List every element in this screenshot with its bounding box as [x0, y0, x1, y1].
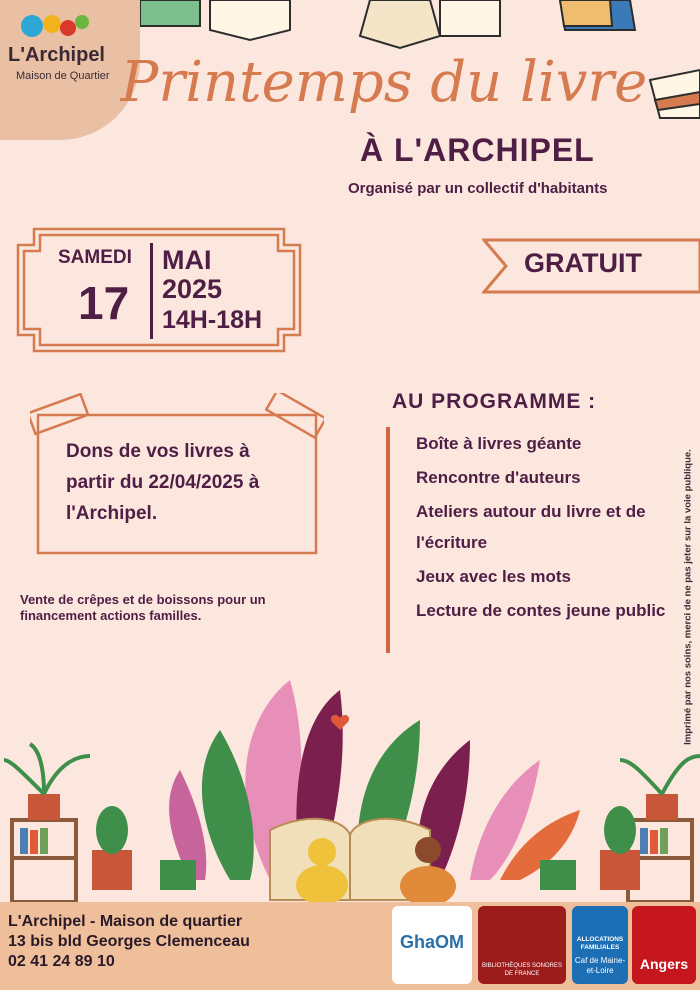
- event-title: Printemps du livre: [120, 50, 648, 115]
- bibliotheques-label: BIBLIOTHÈQUES SONORES DE FRANCE: [481, 963, 563, 977]
- program-item: Ateliers autour du livre et de l'écriture: [416, 502, 646, 552]
- program-list: [416, 428, 676, 629]
- partner-logo-caf: [572, 906, 628, 984]
- date-frame: [14, 225, 304, 355]
- partner-logo-ghaom: [392, 906, 472, 984]
- date-month: MAI: [162, 245, 212, 275]
- event-subtitle: À L'ARCHIPEL: [360, 132, 595, 168]
- ghaom-label: GhaOM: [399, 932, 464, 952]
- program-item: Lecture de contes jeune public: [416, 601, 666, 620]
- program-item: Jeux avec les mots: [416, 567, 571, 586]
- plants-illustration: [0, 660, 700, 902]
- date-day: 17: [78, 277, 130, 329]
- date-year: 2025: [162, 274, 223, 304]
- logo-name: L'Archipel: [8, 44, 105, 66]
- program-item: Boîte à livres géante: [416, 434, 582, 453]
- address-line-2: 13 bis bld Georges Clemenceau: [8, 933, 250, 950]
- logo-splash-icon: [14, 8, 94, 44]
- program-item: Rencontre d'auteurs: [416, 468, 581, 487]
- organizer-line: Organisé par un collectif d'habitants: [348, 180, 608, 197]
- print-notice-text: Imprimé par nos soins, merci de ne pas jeter sur la voie publique.: [682, 449, 694, 745]
- date-hours: 14H-18H: [162, 306, 263, 334]
- partner-logo-angers: [632, 906, 696, 984]
- program-heading: AU PROGRAMME :: [392, 390, 597, 413]
- phone-number: 02 41 24 89 10: [8, 953, 115, 970]
- date-divider: [150, 243, 153, 339]
- footer-address: [8, 912, 250, 972]
- partner-logo-bibliotheques: [478, 906, 566, 984]
- logo-subtitle: Maison de Quartier: [16, 70, 110, 82]
- program-divider: [386, 427, 390, 653]
- caf-label-1: ALLOCATIONS FAMILIALES: [576, 936, 624, 951]
- angers-label: Angers: [639, 956, 689, 972]
- date-weekday: SAMEDI: [58, 247, 132, 268]
- donation-note: Dons de vos livres à partir du 22/04/2025 à l'Archipel.: [66, 441, 260, 524]
- sales-note: Vente de crêpes et de boissons pour un financement actions familles.: [20, 592, 266, 623]
- caf-label-2: Caf de Maine-et-Loire: [574, 956, 626, 975]
- address-line-1: L'Archipel - Maison de quartier: [8, 913, 243, 930]
- price-label: GRATUIT: [524, 248, 642, 278]
